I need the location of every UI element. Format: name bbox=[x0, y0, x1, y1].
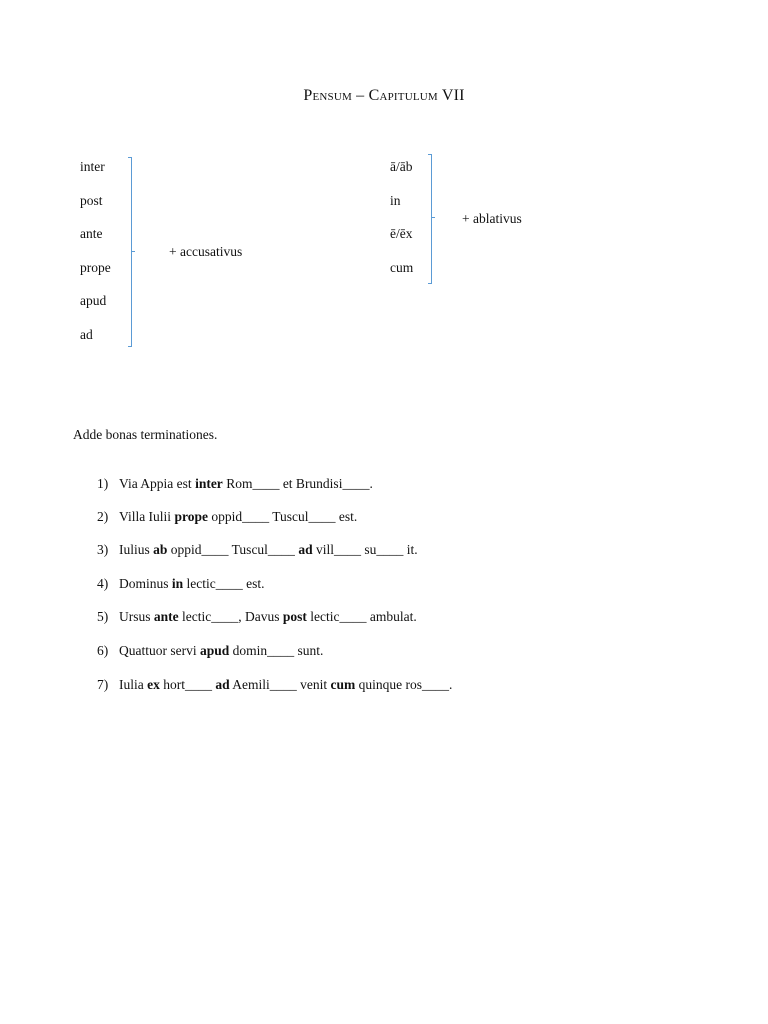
title-initial-c: C bbox=[368, 87, 380, 104]
instruction-text: Adde bonas terminationes. bbox=[73, 427, 218, 442]
exercise-text: lectic____, Davus bbox=[178, 609, 283, 624]
exercise-preposition: ad bbox=[298, 542, 313, 557]
title-dash: – bbox=[351, 87, 369, 104]
acc-preposition: ad bbox=[80, 327, 93, 342]
abl-preposition: in bbox=[390, 193, 401, 208]
ablative-bracket bbox=[428, 154, 432, 284]
exercise-item bbox=[97, 643, 323, 659]
exercise-item bbox=[97, 509, 357, 525]
exercise-text: Rom____ et Brundisi____. bbox=[222, 476, 373, 491]
exercise-preposition: ante bbox=[153, 609, 179, 624]
exercise-preposition: post bbox=[282, 609, 307, 624]
exercise-item bbox=[97, 609, 417, 625]
title-word-pensum: ensum bbox=[312, 87, 352, 104]
abl-preposition: ē/ēx bbox=[390, 226, 413, 241]
exercise-text: Iulia bbox=[119, 677, 148, 692]
exercise-text: Villa Iulii bbox=[119, 509, 175, 524]
exercise-item bbox=[97, 576, 265, 592]
exercise-preposition: ad bbox=[215, 677, 230, 692]
exercise-preposition: ab bbox=[153, 542, 168, 557]
exercise-text: quinque ros____. bbox=[355, 677, 453, 692]
exercise-text: hort____ bbox=[159, 677, 216, 692]
acc-preposition: post bbox=[80, 193, 103, 208]
exercise-number: 4) bbox=[97, 576, 109, 591]
title-initial-p: P bbox=[303, 87, 313, 104]
exercise-preposition: ex bbox=[147, 677, 160, 692]
exercise-item bbox=[97, 677, 452, 693]
exercise-number: 1) bbox=[97, 476, 109, 491]
exercise-item bbox=[97, 542, 418, 558]
ablative-label: + ablativus bbox=[462, 211, 522, 226]
exercise-text: oppid____ Tuscul____ bbox=[167, 542, 299, 557]
ablative-bracket-tick bbox=[431, 217, 435, 218]
exercise-preposition: in bbox=[171, 576, 184, 591]
exercise-number: 5) bbox=[97, 609, 109, 624]
exercise-text: lectic____ est. bbox=[183, 576, 265, 591]
title-chapter-number: VII bbox=[437, 87, 465, 104]
exercise-text: Iulius bbox=[119, 542, 154, 557]
acc-preposition: ante bbox=[80, 226, 103, 241]
accusative-bracket bbox=[128, 157, 132, 347]
exercise-preposition: prope bbox=[174, 509, 208, 524]
exercise-number: 7) bbox=[97, 677, 109, 692]
accusative-label: + accusativus bbox=[169, 244, 243, 259]
accusative-bracket-tick bbox=[131, 251, 135, 252]
exercise-number: 6) bbox=[97, 643, 109, 658]
acc-preposition: inter bbox=[80, 159, 105, 174]
exercise-text: vill____ su____ it. bbox=[312, 542, 418, 557]
exercise-preposition: inter bbox=[195, 476, 223, 491]
exercise-text: Aemili____ venit bbox=[229, 677, 331, 692]
acc-preposition: prope bbox=[80, 260, 111, 275]
exercise-number: 2) bbox=[97, 509, 109, 524]
exercise-preposition: cum bbox=[330, 677, 356, 692]
exercise-text: Ursus bbox=[119, 609, 154, 624]
acc-preposition: apud bbox=[80, 293, 107, 308]
exercise-text: Via Appia est bbox=[119, 476, 196, 491]
exercise-item bbox=[97, 476, 373, 492]
page-title bbox=[0, 87, 768, 105]
exercise-text: Dominus bbox=[119, 576, 172, 591]
exercise-text: oppid____ Tuscul____ est. bbox=[207, 509, 358, 524]
abl-preposition: cum bbox=[390, 260, 414, 275]
exercise-number: 3) bbox=[97, 542, 109, 557]
abl-preposition: ā/āb bbox=[390, 159, 413, 174]
exercise-text: domin____ sunt. bbox=[229, 643, 324, 658]
exercise-preposition: apud bbox=[199, 643, 230, 658]
title-word-capitulum: apitulum bbox=[379, 87, 438, 104]
exercise-text: Quattuor servi bbox=[119, 643, 200, 658]
exercise-text: lectic____ ambulat. bbox=[306, 609, 417, 624]
